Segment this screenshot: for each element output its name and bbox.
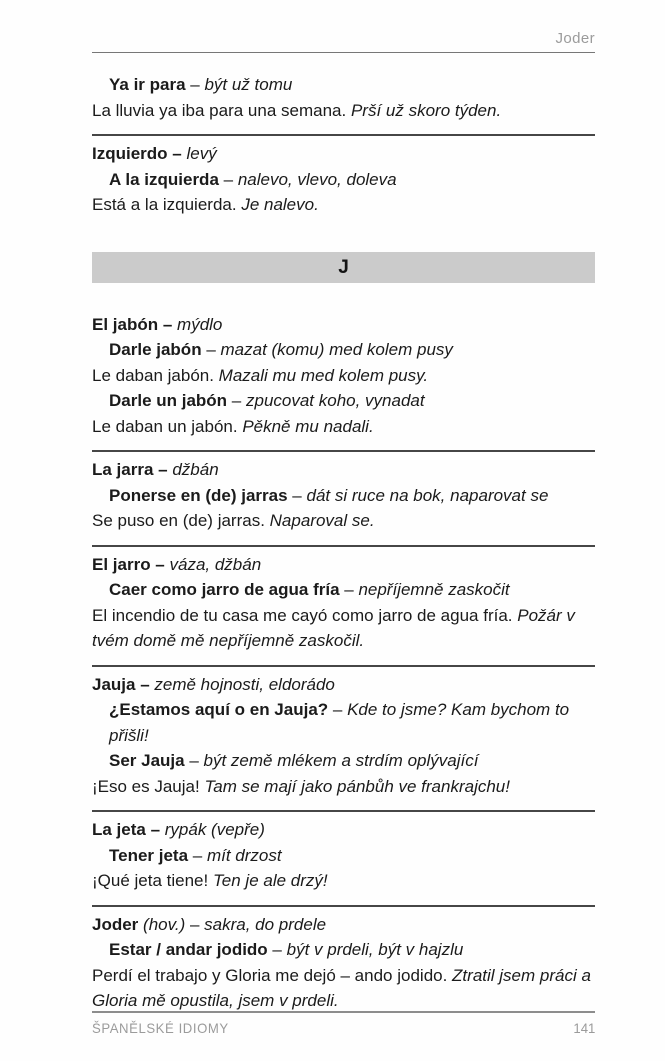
example-line — [92, 508, 595, 534]
dictionary-entry — [92, 307, 595, 451]
text-span: Se puso en (de) jarras. — [92, 511, 270, 530]
subentry-line — [92, 388, 595, 414]
text-span: Caer como jarro de agua fría — [109, 580, 340, 599]
text-span: – — [328, 700, 348, 719]
text-span: – — [287, 485, 307, 505]
text-span: (hov.) — [143, 914, 186, 934]
headword-line — [92, 672, 595, 698]
text-span: Ponerse en (de) jarras — [109, 485, 288, 505]
text-span: sakra, do prdele — [204, 914, 327, 934]
text-span: Tam se mají jako pánbůh ve frankrajchu! — [204, 776, 510, 796]
text-span: Ztratil jsem práci a Gloria mě opustila, jsem v prdeli. — [92, 965, 591, 1010]
example-line — [92, 192, 595, 218]
text-span: A la izquierda — [109, 169, 219, 189]
text-span: Kde to jsme? Kam bychom to přišli! — [109, 700, 570, 745]
text-span: nepříjemně zaskočit — [358, 580, 510, 599]
footer-book-title: ŠPANĚLSKÉ IDIOMY — [92, 1020, 229, 1036]
subentry-line — [92, 697, 595, 748]
text-span: Pěkně mu nadali. — [242, 416, 374, 436]
headword-line — [92, 552, 595, 578]
text-span: zpucovat koho, vynadat — [245, 391, 425, 410]
text-span: rypák (vepře) — [164, 820, 265, 839]
text-span: – — [188, 845, 207, 865]
example-line — [92, 98, 595, 124]
dictionary-entry — [92, 547, 595, 665]
text-span: dát si ruce na bok, naparovat se — [306, 485, 549, 505]
text-span: Naparoval se. — [269, 511, 375, 530]
text-span: ¡Eso es Jauja! — [92, 776, 205, 796]
headword-line — [92, 817, 595, 843]
dictionary-entry — [92, 136, 595, 229]
subentry-line — [92, 483, 595, 509]
text-span: Izquierdo – — [92, 144, 187, 163]
example-line — [92, 603, 595, 654]
dictionary-entry — [92, 452, 595, 545]
text-span: být země mlékem a strdím oplývající — [203, 751, 479, 770]
example-line — [92, 774, 595, 800]
dictionary-entry — [92, 907, 595, 1025]
text-span: Está a la izquierda. — [92, 195, 242, 214]
text-span: nalevo, vlevo, doleva — [237, 169, 397, 189]
text-span: džbán — [172, 460, 219, 479]
text-span: El jarro – — [92, 554, 170, 574]
text-span: váza, džbán — [169, 554, 262, 574]
text-span: Požár v tvém domě mě nepříjemně zaskočil. — [92, 605, 575, 650]
dictionary-entry — [92, 812, 595, 905]
text-span: Ser Jauja — [109, 751, 185, 770]
dictionary-entry — [92, 667, 595, 811]
text-span: – — [185, 914, 205, 934]
text-span: být už tomu — [204, 75, 293, 94]
subentry-line — [92, 577, 595, 603]
text-span: mazat (komu) med kolem pusy — [220, 340, 453, 359]
text-span: – — [227, 391, 246, 410]
text-span: Ten je ale drzý! — [212, 871, 328, 890]
text-span: mít drzost — [206, 845, 282, 865]
text-span: La jeta – — [92, 820, 165, 839]
text-span: Darle un jabón — [109, 391, 228, 410]
text-span: El jabón – — [92, 314, 178, 334]
text-span: ¡Qué jeta tiene! — [92, 871, 213, 890]
letter-section-header: J — [92, 252, 595, 283]
dictionary-entry — [92, 67, 595, 134]
headword-line — [92, 457, 595, 483]
example-line — [92, 363, 595, 389]
text-span: Joder — [92, 914, 144, 934]
text-span: Ya ir para — [109, 75, 186, 94]
headword-line — [92, 141, 595, 167]
subentry-line — [92, 937, 595, 963]
subentry-line — [92, 167, 595, 193]
header-rule — [92, 52, 595, 53]
text-span: La jarra – — [92, 460, 173, 479]
text-span: Perdí el trabajo y Gloria me dejó – ando jodido. — [92, 965, 453, 985]
text-span: mýdlo — [177, 314, 223, 334]
subentry-line — [92, 72, 595, 98]
text-span: – — [339, 580, 359, 599]
text-span: – — [218, 169, 238, 189]
example-line — [92, 963, 595, 1014]
page-body — [92, 67, 595, 1025]
text-span: Je nalevo. — [241, 195, 319, 214]
text-span: Mazali mu med kolem pusy. — [218, 365, 429, 385]
text-span: – — [201, 340, 221, 359]
text-span: – — [185, 75, 205, 94]
subentry-line — [92, 748, 595, 774]
text-span: Le daban jabón. — [92, 365, 219, 385]
text-span: El incendio de tu casa me cayó como jarro de agua fría. — [92, 605, 518, 625]
text-span: Le daban un jabón. — [92, 416, 243, 436]
subentry-line — [92, 843, 595, 869]
text-span: Jauja – — [92, 674, 155, 694]
text-span: Tener jeta — [109, 845, 189, 865]
text-span: ¿Estamos aquí o en Jauja? — [109, 700, 329, 719]
headword-line — [92, 312, 595, 338]
running-head: Joder — [555, 30, 595, 47]
text-span: země hojnosti, eldorádo — [154, 674, 335, 694]
subentry-line — [92, 337, 595, 363]
text-span: levý — [186, 144, 217, 163]
page-content — [92, 30, 595, 1025]
example-line — [92, 414, 595, 440]
text-span: La lluvia ya iba para una semana. — [92, 100, 351, 120]
text-span: – — [184, 751, 204, 770]
text-span: Estar / andar jodido — [109, 940, 268, 959]
headword-line — [92, 912, 595, 938]
text-span: Prší už skoro týden. — [350, 100, 502, 120]
text-span: Darle jabón — [109, 340, 202, 359]
page-footer — [92, 1011, 595, 1036]
text-span: být v prdeli, být v hajzlu — [286, 940, 464, 959]
example-line — [92, 868, 595, 894]
text-span: – — [267, 940, 287, 959]
footer-page-number: 141 — [573, 1020, 595, 1036]
